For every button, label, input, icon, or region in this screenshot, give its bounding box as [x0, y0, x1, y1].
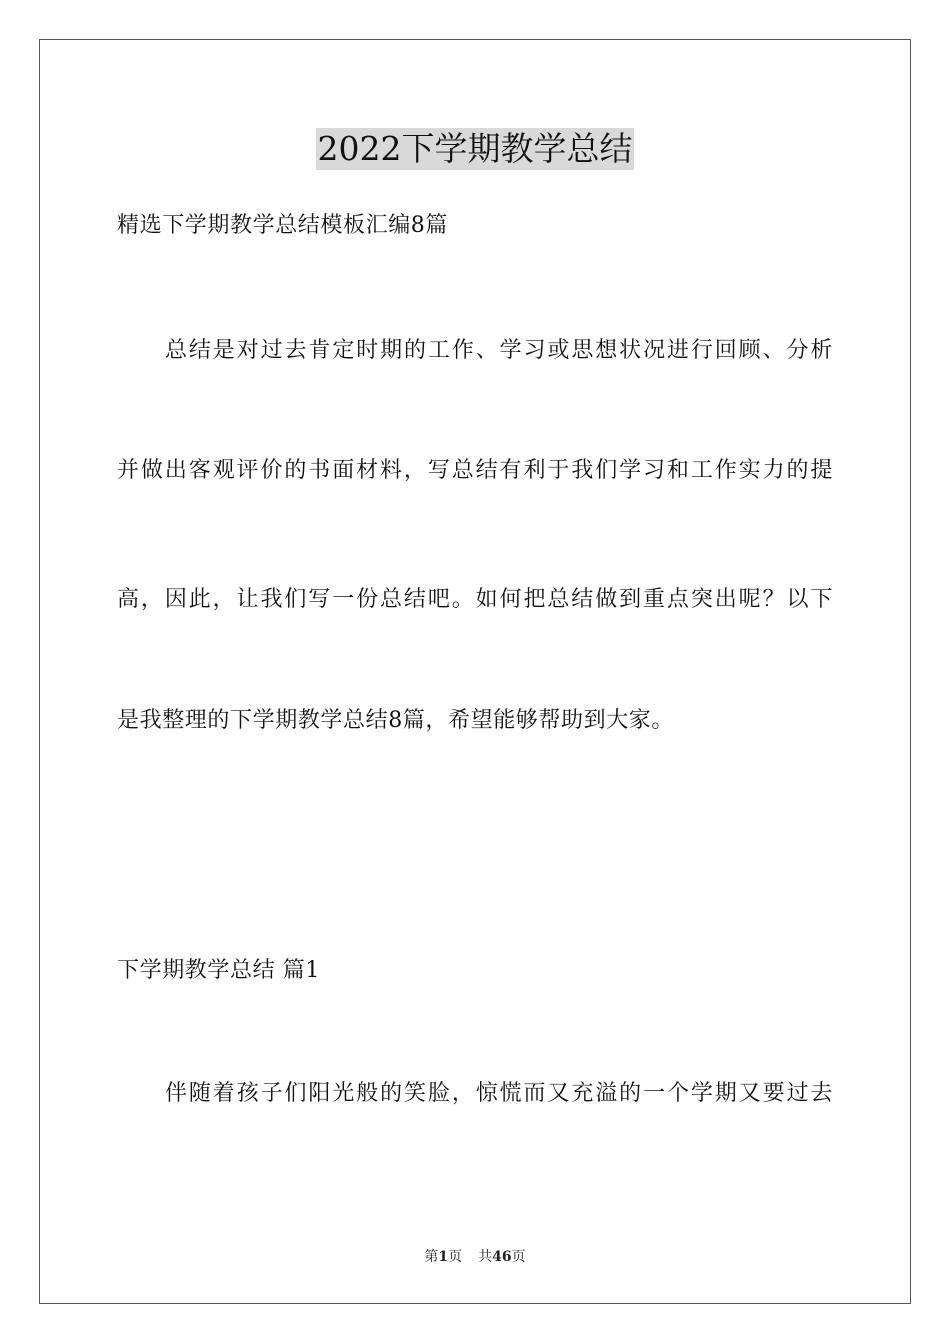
total-pages: 46 — [492, 1249, 512, 1265]
section-heading: 下学期教学总结 篇1 — [117, 958, 320, 983]
page-prefix: 第 — [424, 1249, 439, 1265]
page-suffix: 页 — [448, 1249, 463, 1265]
section-first-line: 伴随着孩子们阳光般的笑脸，惊慌而又充溢的一个学期又要过去 — [165, 1081, 833, 1106]
total-prefix: 共 — [478, 1249, 493, 1265]
title-container — [0, 128, 950, 170]
page-footer — [0, 1248, 950, 1266]
intro-line-4: 是我整理的下学期教学总结8篇，希望能够帮助到大家。 — [117, 708, 674, 733]
total-suffix: 页 — [511, 1249, 526, 1265]
page-number: 1 — [438, 1249, 449, 1265]
intro-line-3: 高，因此，让我们写一份总结吧。如何把总结做到重点突出呢？以下 — [117, 587, 833, 612]
intro-line-1: 总结是对过去肯定时期的工作、学习或思想状况进行回顾、分析 — [165, 338, 833, 363]
document-subtitle: 精选下学期教学总结模板汇编8篇 — [117, 213, 448, 238]
intro-line-2: 并做出客观评价的书面材料，写总结有利于我们学习和工作实力的提 — [117, 458, 833, 483]
document-title: 2022下学期教学总结 — [317, 129, 633, 168]
